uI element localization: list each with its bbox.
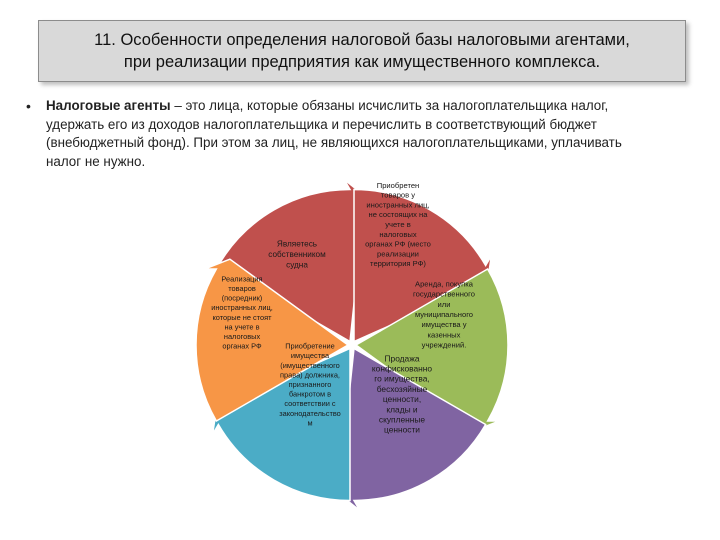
cycle-label-line: Продажа xyxy=(384,353,420,364)
intro-term: Налоговые агенты xyxy=(46,98,171,113)
cycle-label-line: органах РФ (место xyxy=(365,239,431,249)
cycle-label-line: или xyxy=(437,299,451,309)
cycle-label-line: казенных xyxy=(427,330,461,340)
cycle-label-line: органах РФ xyxy=(222,341,262,351)
cycle-label-line: учреждений. xyxy=(421,340,467,350)
cycle-label-line: м xyxy=(307,418,313,428)
cycle-label-line: которые не стоят xyxy=(212,312,272,322)
cycle-label-line: товаров у xyxy=(380,190,416,200)
cycle-label-line: реализации xyxy=(377,249,419,259)
slide-title-line1: 11. Особенности определения налоговой базы налоговыми агентами, xyxy=(94,31,630,49)
intro-line3: (внебюджетный фонд). При этом за лиц, не являющихся налогоплательщиками, уплачивать xyxy=(46,135,622,150)
cycle-label-line: Приобретен xyxy=(376,180,420,190)
cycle-label-line: (имущественного xyxy=(280,360,340,370)
cycle-label-line: скупленные xyxy=(378,414,426,425)
cycle-label-line: муниципального xyxy=(414,310,474,319)
cycle-label-line: налоговых xyxy=(379,229,417,239)
cycle-label-line: ценности xyxy=(384,424,420,435)
cycle-label-line: товаров xyxy=(228,284,256,293)
intro-line4: налог не нужно. xyxy=(46,153,146,169)
cycle-label-line: учете в xyxy=(385,220,411,229)
intro-line2: удержать его из доходов налогоплательщика и перечислить в соответствующий бюджет xyxy=(46,116,597,132)
slide-title-line2: при реализации предприятия как имущественного комплекса. xyxy=(123,53,601,71)
cycle-label-line: территория РФ) xyxy=(370,259,426,269)
intro-line1-rest: – это лица, которые обязаны исчислить за налогоплательщика налог, xyxy=(170,98,609,113)
cycle-label-line: банкротом в xyxy=(288,389,332,399)
cycle-label-line: Реализация xyxy=(221,274,263,284)
cycle-label-line: собственником xyxy=(268,250,326,259)
cycle-label-line: судна xyxy=(286,260,308,270)
cycle-label-line: налоговых xyxy=(223,332,261,341)
cycle-label-line: соответствии с xyxy=(284,399,336,409)
cycle-label-line: не состоящих на xyxy=(368,210,428,220)
cycle-label-line: го имущества, xyxy=(374,373,430,384)
cycle-label-line: конфискованно xyxy=(371,363,433,374)
cycle-label-line: Приобретение xyxy=(285,341,335,351)
cycle-label-line: имущества xyxy=(290,351,330,361)
cycle-label-line: Аренда, покупка xyxy=(415,279,473,289)
cycle-label-line: законодательство xyxy=(279,408,341,418)
cycle-label-line: признанного xyxy=(288,380,332,389)
cycle-label-line: иностранных лиц, xyxy=(366,200,430,210)
cycle-label-line: на учете в xyxy=(224,322,260,332)
cycle-label-line: ценности, xyxy=(382,394,422,405)
cycle-label-line: имущества у xyxy=(421,320,467,330)
cycle-label-line: клады и xyxy=(386,404,418,415)
cycle-label-line: права) должника, xyxy=(280,370,340,380)
bullet-dot: • xyxy=(26,98,31,114)
cycle-label-line: Являетесь xyxy=(276,239,318,249)
cycle-label-line: (посредник) xyxy=(221,293,263,303)
cycle-label-line: государственного xyxy=(413,289,475,299)
cycle-label-line: бесхозяйные xyxy=(376,383,428,394)
cycle-label-line: иностранных лиц, xyxy=(211,303,273,313)
